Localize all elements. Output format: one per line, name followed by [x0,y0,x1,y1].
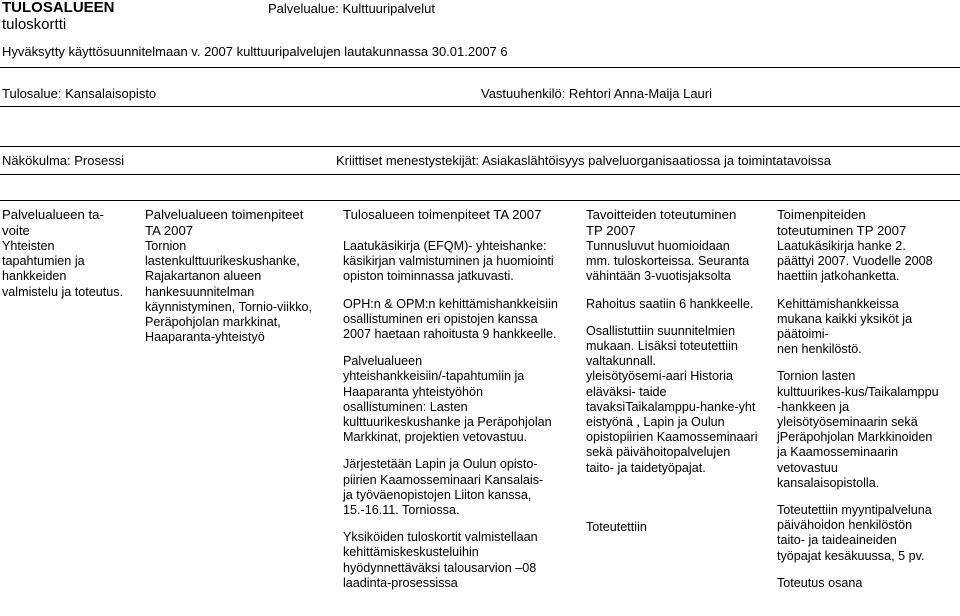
cell-text: Laatukäsikirja hanke 2. päättyi 2007. Vuodelle 2008 haettiin jatkohanketta. [777,239,933,284]
column-action-fulfillment [777,207,959,591]
cell-text: Järjestetään Lapin ja Oulun opisto- piirien Kaamosseminaari Kansalais- ja työväenopistojen Liiton kanssa, 15.-16.11. Torniossa. [343,457,544,518]
cell-text: Tornion lastenkulttuurikeskushanke, Rajakartanon alueen hankesuunnitelman käynnistyminen, Tornio-viikko, Peräpohjolan markkinat, Haaparanta-yhteistyö [145,239,313,345]
cell-text: Toteutettiin myyntipalveluna päivähoidon henkilöstön taito- ja taideaineiden työpajat kesäkuussa, 5 pv. [777,503,932,563]
cell-text: Tornion lasten kulttuurikes-kus/Taikalamppu -hankkeen ja yleisötyöseminaarin sekä jPeräpohjolan Markkinoiden ja Kaamosseminaarin vetovastuu kansalaisopistolla. [777,369,939,490]
column-result-actions [343,207,583,591]
column-header: Tavoitteiden toteutuminen TP 2007 [586,207,737,238]
divider [0,174,960,175]
column-header: Toimenpiteiden toteutuminen TP 2007 [777,207,907,238]
divider [0,106,960,107]
page-title [2,0,115,33]
cell-text: Rahoitus saatiin 6 hankkeelle. [586,296,754,311]
column-service-actions [145,207,337,345]
cell-text: Toteutettiin [586,519,647,534]
cell-text: Toteutus osana [777,575,863,590]
divider [0,146,960,147]
perspective: Näkökulma: Prosessi [2,153,125,168]
cell-text: Palvelualueen yhteishankkeisiin/-tapahtumiin ja Haaparanta yhteistyöhön osallistuminen: Lasten kulttuurikeskushanke ja Peräpohjolan Markkinat, projektien vetovastuu. [343,354,552,445]
responsible-person: Vastuuhenkilö: Rehtori Anna-Maija Lauri [481,86,713,101]
cell-text: Kehittämishankkeissa mukana kaikki yksiköt ja päätoimi- nen henkilöstö. [777,296,913,357]
divider [0,200,960,201]
title-line-1: TULOSALUEEN [2,0,115,16]
cell-text: Yhteisten tapahtumien ja hankkeiden valmistelu ja toteutus. [2,239,124,299]
column-header: Tulosalueen toimenpiteet TA 2007 [343,207,542,222]
cell-text: OPH:n & OPM:n kehittämishankkeisiin osallistuminen eri opistojen kanssa 2007 haetaan rahoitusta 9 hankkeelle. [343,296,558,342]
critical-success-factors: Kriittiset menestystekijät: Asiakaslähtöisyys palveluorganisaatiossa ja toimintatavoissa [336,153,831,168]
cell-text: Laatukäsikirja (EFQM)- yhteishanke: käsikirjan valmistuminen ja huomiointi opiston toiminnassa jatkuvasti. [343,239,554,284]
cell-text: Osallistuttiin suunnitelmien mukaan. Lisäksi toteutettiin valtakunnall. yleisötyösemi-aari Historia eläväksi- taide tavaksiTaikalamppu-hanke-yht eistyönä , Lapin ja Oulun opistopiirien Kaamosseminaari sekä päivähoitopalvelujen taito- ja taidetyöpajat. [586,323,758,475]
cell-text: Yksiköiden tuloskortit valmistellaan kehittämiskeskusteluihin hyödynnettäväksi talousarvion –08 laadinta-prosessissa [343,530,538,590]
cell-text: Tunnusluvut huomioidaan mm. tuloskorteissa. Seuranta vähintään 3-vuotisjaksolta [586,239,750,284]
divider [0,67,960,68]
approval-note: Hyväksytty käyttösuunnitelmaan v. 2007 kulttuuripalvelujen lautakunnassa 30.01.2007 6 [2,44,508,59]
service-area: Palvelualue: Kulttuuripalvelut [268,1,435,16]
column-service-goal [2,207,136,300]
column-header: Palvelualueen toimenpiteet TA 2007 [145,207,304,238]
result-area: Tulosalue: Kansalaisopisto [2,86,157,101]
column-header: Palvelualueen ta- voite [2,207,104,238]
title-line-2: tuloskortti [2,16,67,33]
column-goal-fulfillment [586,207,772,535]
